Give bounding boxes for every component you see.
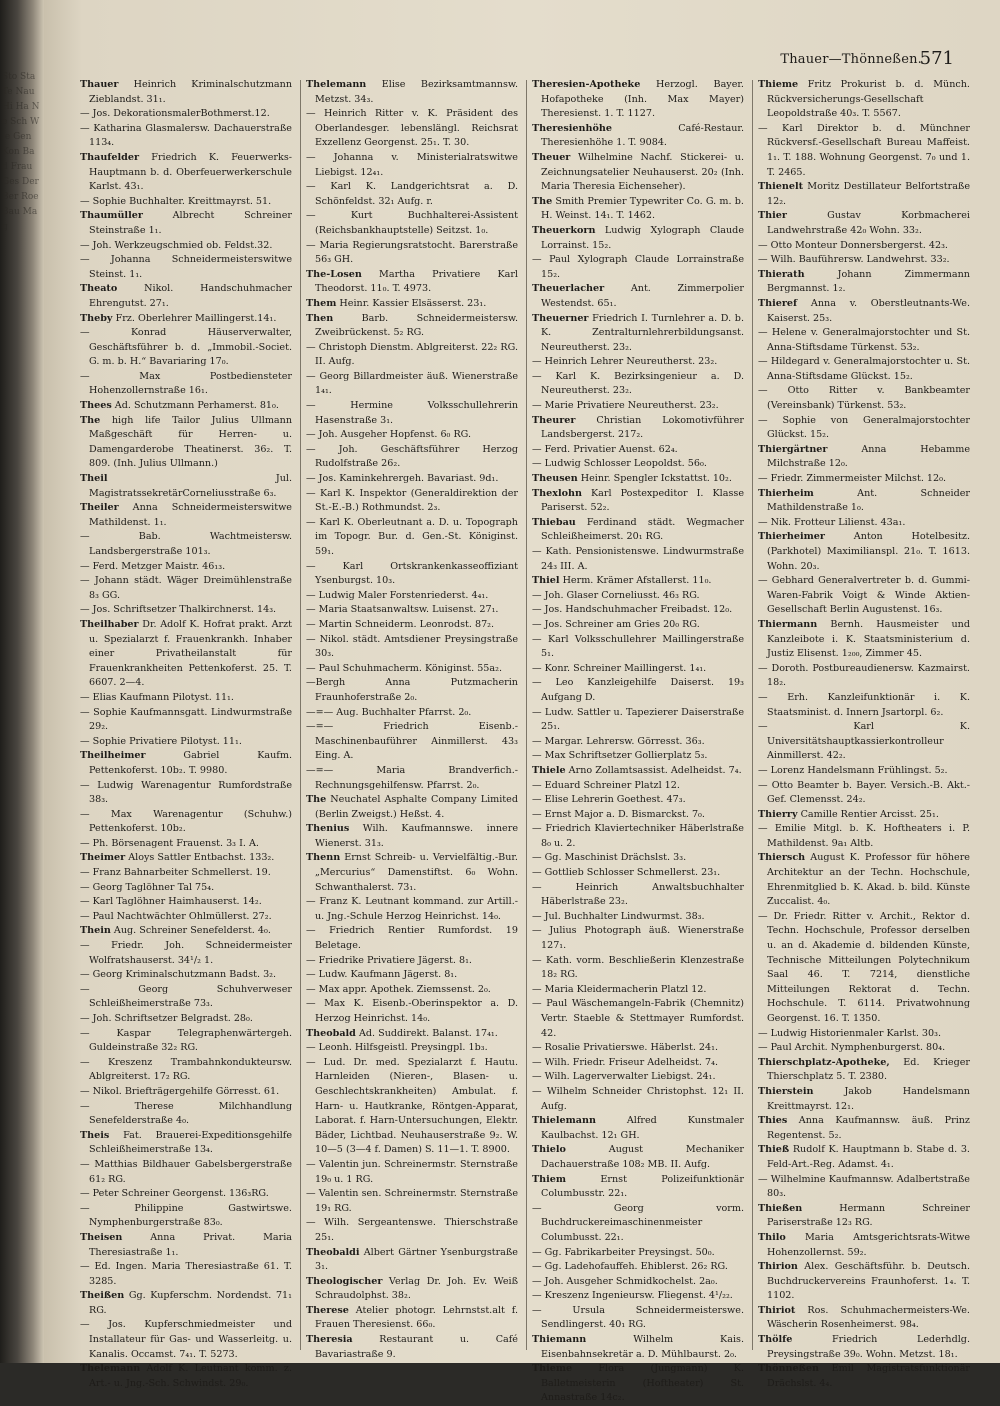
directory-entry: Thies Anna Kaufmannsw. äuß. Prinz Regentenst. 5₂.: [758, 1115, 970, 1141]
directory-entry: — Wilh. Friedr. Friseur Adelheidst. 7₄.: [532, 1056, 718, 1068]
directory-entry: — Dr. Friedr. Ritter v. Archit., Rektor d. Techn. Hochschule, Professor derselben u. an d. Akademie d. bildenden Künste, Technische Mitteilungen Polytechnikum Saal 46. T. 7214, dienstliche Mitteilungen Rektorat d. Techn. Hochschule. T. 6114. Privatwohnung Georgenst. 16. T. 1350.: [758, 910, 970, 1024]
directory-entry: Thielo August Mechaniker Dachauerstraße 108₂ MB. II. Aufg.: [532, 1144, 744, 1170]
directory-entry: — Johanna Schneidermeisterswitwe Steinst. 1₁.: [80, 254, 292, 280]
directory-entry: — Jos. DekorationsmalerBothmerst.12.: [80, 108, 270, 120]
directory-entry: — Kath. vorm. Beschließerin Klenzestraße 18₂ RG.: [532, 954, 744, 981]
directory-entry: — Karl Ortskrankenkasseoffiziant Ysenburgst. 10₃.: [306, 560, 518, 587]
directory-page: [44, 0, 1000, 1404]
directory-entry: Theis Fat. Brauerei-Expeditionsgehilfe Schleißheimerstraße 13₄.: [80, 1129, 292, 1156]
directory-entry: — Otto Monteur Donnersbergerst. 42₃.: [758, 239, 948, 251]
directory-entry: — Sophie von Generalmajorstochter Glückst. 15₂.: [758, 414, 970, 441]
directory-entry: — Jos. Kupferschmiedmeister und Installateur für Gas- und Wasserleitg. u. Kanalis. Occamst. 7₄₁. T. 5273.: [80, 1319, 292, 1360]
directory-entry: — Sophie Kaufmannsgatt. Lindwurmstraße 29₂.: [80, 706, 292, 733]
directory-entry: — Friedr. Joh. Schneidermeister Wolfratshauserst. 34¹/₂ 1.: [80, 940, 292, 966]
directory-entry: — Otto Beamter b. Bayer. Versich.-B. Akt.-Gef. Clemensst. 24₂.: [758, 779, 970, 806]
directory-entry: — Sophie Privatiere Pilotyst. 11₁.: [80, 735, 242, 747]
directory-entry: — Otto Ritter v. Bankbeamter (Vereinsbank) Türkenst. 53₂.: [758, 385, 970, 412]
directory-entry: — Wilhelmine Kaufmannsw. Adalbertstraße 80₃.: [758, 1173, 970, 1200]
directory-entry: Theuerkorn Ludwig Xylograph Claude Lorrainst. 15₂.: [532, 224, 744, 251]
directory-entry: — Karl K. Bezirksingenieur a. D. Neureutherst. 23₂.: [532, 370, 744, 397]
directory-entry: Thiel Herm. Krämer Afstallerst. 11₀.: [532, 575, 712, 587]
directory-entry: Thönneßen Emil Magistratsfunktionär Drächslst. 4₄.: [758, 1363, 970, 1389]
directory-entry: Theilheimer Gabriel Kaufm. Pettenkoferst. 10b₂. T. 9980.: [80, 750, 292, 776]
directory-entry: Thierry Camille Rentier Arcisst. 25₁.: [758, 808, 939, 820]
directory-entry: — Friedrich Klaviertechniker Häberlstraße 8₀ u. 2.: [532, 823, 744, 849]
directory-entry: Theresien-Apotheke Herzogl. Bayer. Hofapotheke (Inh. Max Mayer) Theresienst. 1. T. 1127.: [532, 79, 744, 120]
directory-entry: Thexlohn Karl Postexpeditor I. Klasse Pariserst. 52₂.: [532, 487, 744, 514]
directory-entry: Theato Nikol. Handschuhmacher Ehrengutst. 27₁.: [80, 283, 292, 309]
directory-entry: — Georg vorm. Buchdruckereimaschinenmeister Columbusst. 22₁.: [532, 1202, 744, 1243]
directory-entry: — Wilh. Sergeantenswe. Thierschstraße 25₁.: [306, 1217, 518, 1243]
directory-entry: Thierheim Ant. Schneider Mathildenstraße 1₀.: [758, 487, 970, 514]
directory-entry: The high life Tailor Julius Ullmann Maßgeschäft für Herren- u. Damengarderobe Theatinerst. 36₂. T. 809. (Inh. Julius Ullmann.): [80, 414, 292, 470]
column-3: [532, 78, 744, 1404]
directory-entry: — Nik. Frotteur Lilienst. 43a₁.: [758, 516, 906, 528]
directory-entry: — Matthias Bildhauer Gabelsbergerstraße 61₂ RG.: [80, 1158, 292, 1185]
directory-entry: Theobaldi Albert Gärtner Ysenburgstraße 3₁.: [306, 1246, 518, 1273]
directory-entry: Thelemann Adolf K. Leutnant komm. z. Art.- u. Jng.-Sch. Schwindst. 29₀.: [80, 1363, 292, 1389]
page-number: 571: [919, 48, 954, 69]
directory-entry: — Valentin sen. Schreinermstr. Sternstraße 19₁ RG.: [306, 1188, 518, 1214]
directory-entry: — Joh. Glaser Corneliusst. 46₃ RG.: [532, 589, 700, 601]
directory-entry: Theobald Ad. Suddirekt. Balanst. 17₄₁.: [306, 1027, 498, 1039]
directory-entry: — Ph. Börsenagent Frauenst. 3₃ I. A.: [80, 837, 259, 849]
directory-entry: — Johann städt. Wäger Dreimühlenstraße 8₃ GG.: [80, 575, 292, 601]
directory-entry: Theuerner Friedrich I. Turnlehrer a. D. b. K. Zentralturnlehrerbildungsanst. Neureutherst. 23₂.: [532, 312, 744, 353]
directory-entry: —=— Aug. Buchhalter Pfarrst. 2₀.: [306, 706, 472, 718]
directory-entry: — Kreszenz Trambahnkondukteursw. Ablgreiterst. 17₂ RG.: [80, 1056, 292, 1083]
directory-entry: Thierath Johann Zimmermann Bergmannst. 1₂.: [758, 268, 970, 295]
directory-entry: Thaumüller Albrecht Schreiner Steinstraße 1₁.: [80, 210, 292, 236]
directory-entry: — Joh. Ausgeher Schmidkochelst. 2a₀.: [532, 1275, 718, 1287]
directory-entry: — Philippine Gastwirtswe. Nymphenburgerstraße 83₀.: [80, 1202, 292, 1229]
directory-entry: Thauer Heinrich Kriminalschutzmann Zieblandst. 31₁.: [80, 79, 292, 105]
directory-entry: Thees Ad. Schutzmann Perhamerst. 81₀.: [80, 400, 279, 412]
directory-entry: Thiemann Wilhelm Kais. Eisenbahnsekretär a. D. Mühlbaurst. 2₀.: [532, 1334, 744, 1360]
directory-entry: — Nikol. Briefträgergehilfe Görresst. 61.: [80, 1085, 280, 1097]
column-divider: [526, 80, 527, 1350]
column-4: [758, 78, 970, 1389]
directory-entry: — Gg. Maschinist Drächslst. 3₃.: [532, 852, 687, 864]
directory-entry: Thieß Rudolf K. Hauptmann b. Stabe d. 3. Feld-Art.-Reg. Adamst. 4₁.: [758, 1144, 970, 1170]
directory-entry: — Ferd. Metzger Maistr. 46₁₃.: [80, 560, 226, 572]
directory-entry: — Marie Privatiere Neureutherst. 23₂.: [532, 400, 719, 412]
directory-entry: — Joh. Geschäftsführer Herzog Rudolfstraße 26₂.: [306, 443, 518, 470]
directory-entry: — Wilh. Lagerverwalter Liebigst. 24₁.: [532, 1071, 716, 1083]
directory-entry: — Doroth. Postbureaudienersw. Kazmairst. 18₂.: [758, 662, 970, 689]
column-1: [80, 78, 292, 1389]
directory-entry: — Margar. Lehrersw. Görresst. 36₃.: [532, 735, 705, 747]
directory-entry: — Paul Nachtwächter Ohlmüllerst. 27₂.: [80, 910, 272, 922]
directory-entry: — Ludwig Schlosser Leopoldst. 56₀.: [532, 458, 707, 470]
directory-entry: —=— Friedrich Eisenb.-Maschinenbauführer Ainmillerst. 43₃ Eing. A.: [306, 721, 518, 762]
directory-entry: The Smith Premier Typewriter Co. G. m. b. H. Weinst. 14₁. T. 1462.: [532, 195, 744, 222]
column-divider: [300, 80, 301, 1350]
directory-entry: Theil Jul. MagistratssekretärCorneliusstraße 6₃.: [80, 473, 292, 499]
directory-entry: —=— Maria Brandverfich.-Rechnungsgehilfensw. Pfarrst. 2₀.: [306, 764, 518, 791]
directory-entry: — Bab. Wachtmeistersw. Landsbergerstraße 101₃.: [80, 531, 292, 557]
directory-entry: — Ludw. Kaufmann Jägerst. 8₁.: [306, 969, 458, 981]
directory-entry: Theilhaber Dr. Adolf K. Hofrat prakt. Arzt u. Spezialarzt f. Frauenkrankh. Inhaber einer Privatheilanstalt für Frauenkrankheiten Pettenkoferst. 25. T. 6607. 2—4.: [80, 618, 292, 689]
directory-entry: — Karl K. Landgerichtsrat a. D. Schönfeldst. 32₁ Aufg. r.: [306, 181, 518, 207]
directory-entry: — Ludw. Sattler u. Tapezierer Daiserstraße 25₁.: [532, 706, 744, 733]
directory-entry: — Leonh. Hilfsgeistl. Preysingpl. 1b₃.: [306, 1042, 488, 1054]
directory-entry: Thieme Flora (Jungmann) K. Balletmeisterin (Hoftheater) St. Annastraße 14c₂.: [532, 1363, 744, 1404]
directory-entry: — Martin Schneiderm. Leonrodst. 87₂.: [306, 618, 495, 630]
directory-entry: The-Losen Martha Privatiere Karl Theodorst. 11₀. T. 4973.: [306, 268, 518, 295]
directory-entry: — Max Schriftsetzer Gollierplatz 5₃.: [532, 750, 708, 762]
directory-entry: Thielemann Alfred Kunstmaler Kaulbachst. 12₁ GH.: [532, 1115, 744, 1141]
directory-entry: Theiler Anna Schneidermeisterswitwe Mathildenst. 1₁.: [80, 502, 292, 528]
directory-entry: — Georg Billardmeister äuß. Wienerstraße 1₄₁.: [306, 370, 518, 397]
column-2: [306, 78, 518, 1360]
directory-entry: — Ursula Schneidermeisterswe. Sendlingerst. 40₁ RG.: [532, 1304, 744, 1331]
directory-entry: — Karl Taglöhner Haimhauserst. 14₂.: [80, 896, 262, 908]
directory-entry: — Max Postbediensteter Hohenzollernstraße 16₁.: [80, 370, 292, 397]
directory-entry: — Heinrich Lehrer Neureutherst. 23₂.: [532, 356, 718, 368]
directory-entry: — Ludwig Warenagentur Rumfordstraße 38₃.: [80, 779, 292, 806]
directory-entry: Thiriot Ros. Schuhmachermeisters-We. Wäscherin Rosenheimerst. 98₄.: [758, 1304, 970, 1331]
directory-entry: Thilo Maria Amtsgerichtsrats-Witwe Hohenzollernst. 59₂.: [758, 1231, 970, 1258]
directory-entry: — Hildegard v. Generalmajorstochter u. St. Anna-Stiftsdame Glückst. 15₂.: [758, 356, 970, 382]
directory-entry: — Valentin jun. Schreinermstr. Sternstraße 19₀ u. 1 RG.: [306, 1158, 518, 1185]
directory-entry: — Sophie Buchhalter. Kreittmayrst. 51.: [80, 195, 272, 207]
directory-entry: — Ed. Ingen. Maria Theresiastraße 61. T. 3285.: [80, 1261, 292, 1287]
directory-entry: Theimer Aloys Sattler Entbachst. 133₂.: [80, 852, 275, 864]
directory-entry: Thieref Anna v. Oberstleutnants-We. Kaiserst. 25₃.: [758, 297, 970, 324]
directory-entry: — Heinrich Anwaltsbuchhalter Häberlstraße 23₂.: [532, 881, 744, 908]
directory-entry: — Julius Photograph äuß. Wienerstraße 127₁.: [532, 925, 744, 952]
directory-entry: — Paul Schuhmacherm. Königinst. 55a₂.: [306, 662, 503, 674]
directory-entry: — Jos. Kaminkehrergeh. Bavariast. 9d₁.: [306, 473, 499, 485]
directory-entry: — Kurt Buchhalterei-Assistent (Reichsbankhauptstelle) Seitzst. 1₀.: [306, 210, 518, 236]
directory-entry: — Kreszenz Ingenieursw. Fliegenst. 4¹/₂₂.: [532, 1290, 733, 1302]
directory-entry: — Maria Kleidermacherin Platzl 12.: [532, 983, 707, 995]
directory-entry: — Georg Taglöhner Tal 75₄.: [80, 881, 215, 893]
directory-entry: — Karl K. Oberleutnant a. D. u. Topograph im Topogr. Bur. d. Gen.-St. Königinst. 59₁.: [306, 516, 518, 557]
directory-entry: — Max Warenagentur (Schuhw.) Pettenkoferst. 10b₂.: [80, 808, 292, 835]
directory-entry: Thierschplatz-Apotheke, Ed. Krieger Thierschplatz 5. T. 2380.: [758, 1056, 970, 1083]
directory-entry: — Hermine Volksschullehrerin Hasenstraße 3₁.: [306, 400, 518, 426]
directory-entry: — Jul. Buchhalter Lindwurmst. 38₃.: [532, 910, 705, 922]
directory-entry: — Heinrich Ritter v. K. Präsident des Oberlandesger. lebenslängl. Reichsrat Exzellenz Georgenst. 25₁. T. 30.: [306, 108, 518, 149]
directory-entry: — Kath. Pensionistenswe. Lindwurmstraße 24₃ III. A.: [532, 546, 744, 572]
directory-entry: Thelemann Elise Bezirksamtmannsw. Metzst. 34₃.: [306, 79, 518, 105]
directory-entry: — Friedrich Rentier Rumfordst. 19 Beletage.: [306, 925, 518, 952]
directory-entry: — Katharina Glasmalersw. Dachauerstraße 113₄.: [80, 122, 292, 149]
directory-entry: — Peter Schreiner Georgenst. 136₃RG.: [80, 1188, 269, 1200]
directory-entry: — Paul Xylograph Claude Lorrainstraße 15₂.: [532, 254, 744, 280]
directory-entry: Theby Frz. Oberlehrer Maillingerst.14₁.: [80, 312, 277, 324]
directory-entry: — Nikol. städt. Amtsdiener Preysingstraße 30₃.: [306, 633, 518, 660]
directory-entry: — Therese Milchhandlung Senefelderstraße 4₀.: [80, 1100, 292, 1127]
directory-entry: — Gg. Fabrikarbeiter Preysingst. 50₀.: [532, 1246, 715, 1258]
directory-entry: — Konr. Schreiner Maillingerst. 1₄₁.: [532, 662, 707, 674]
directory-entry: Them Heinr. Kassier Elsässerst. 23₁.: [306, 297, 487, 309]
directory-entry: — Karl Volksschullehrer Maillingerstraße 5₁.: [532, 633, 744, 660]
directory-entry: — Georg Kriminalschutzmann Badst. 3₂.: [80, 969, 277, 981]
directory-entry: — Konrad Häuserverwalter, Geschäftsführer b. d. „Immobil.-Societ. G. m. b. H.“ Bavariaring 17₀.: [80, 327, 292, 368]
directory-entry: — Karl K. Inspektor (Generaldirektion der St.-E.-B.) Rothmundst. 2₃.: [306, 487, 518, 514]
directory-entry: — Georg Schuhverweser Schleißheimerstraße 73₃.: [80, 983, 292, 1010]
directory-entry: — Gottlieb Schlosser Schmellerst. 23₁.: [532, 867, 721, 879]
directory-entry: Thierheimer Anton Hotelbesitz. (Parkhotel) Maximilianspl. 21₀. T. 1613. Wohn. 20₃.: [758, 531, 970, 572]
directory-entry: — Friedr. Zimmermeister Milchst. 12₀.: [758, 473, 947, 485]
directory-entry: Thieme Fritz Prokurist b. d. Münch. Rückversicherungs-Gesellschaft Leopoldstraße 40₃. T. 5567.: [758, 79, 970, 120]
directory-entry: —Bergh Anna Putzmacherin Fraunhoferstraße 2₀.: [306, 677, 518, 703]
directory-entry: — Franz Bahnarbeiter Schmellerst. 19.: [80, 867, 271, 879]
directory-entry: — Emilie Mitgl. b. K. Hoftheaters i. P. Mathildenst. 9a₁ Altb.: [758, 823, 970, 849]
directory-entry: Thiele Arno Zollamtsassist. Adelheidst. 7₄.: [532, 764, 742, 776]
directory-entry: — Karl Direktor b. d. Münchner Rückversf.-Gesellschaft Bureau Maffeist. 1₁. T. 188. Wohnung Georgenst. 7₀ und 1. T. 2465.: [758, 122, 970, 178]
directory-entry: — Jos. Schriftsetzer Thalkirchnerst. 14₃.: [80, 604, 277, 616]
directory-entry: — Elise Lehrerin Goethest. 47₃.: [532, 794, 686, 806]
directory-entry: — Ludwig Historienmaler Karlst. 30₃.: [758, 1027, 942, 1039]
directory-entry: — Wilh. Bauführersw. Landwehrst. 33₂.: [758, 254, 950, 266]
directory-entry: — Helene v. Generalmajorstochter und St. Anna-Stiftsdame Türkenst. 53₂.: [758, 327, 970, 353]
directory-entry: — Ferd. Privatier Auenst. 62₄.: [532, 443, 678, 455]
directory-entry: Thein Aug. Schreiner Senefelderst. 4₀.: [80, 925, 271, 937]
directory-entry: — Ludwig Maler Forstenriederst. 4₄₁.: [306, 589, 489, 601]
directory-entry: — Joh. Ausgeher Hopfenst. 6₀ RG.: [306, 429, 472, 441]
directory-entry: Then Barb. Schneidermeistersw. Zweibrückenst. 5₂ RG.: [306, 312, 518, 339]
directory-entry: Thiermann Bernh. Hausmeister und Kanzleibote i. K. Staatsministerium d. Justiz Elisenst. 1₂₀₀, Zimmer 45.: [758, 618, 970, 660]
directory-entry: — Eduard Schreiner Platzl 12.: [532, 779, 680, 791]
directory-entry: Thienelt Moritz Destillateur Belfortstraße 12₂.: [758, 181, 970, 207]
directory-entry: Theuerlacher Ant. Zimmerpolier Westendst. 65₁.: [532, 283, 744, 309]
directory-entry: Therese Atelier photogr. Lehrnstst.alt f. Frauen Theresienst. 66₀.: [306, 1304, 518, 1331]
directory-entry: Thenius Wilh. Kaufmannswe. innere Wienerst. 31₃.: [306, 823, 518, 849]
running-header: Thauer—Thönneßen.: [780, 52, 922, 67]
directory-entry: — Max K. Eisenb.-Oberinspektor a. D. Herzog Heinrichst. 14₀.: [306, 998, 518, 1024]
directory-entry: — Ernst Major a. D. Bismarckst. 7₀.: [532, 808, 705, 820]
directory-entry: — Rosalie Privatierswe. Häberlst. 24₁.: [532, 1042, 719, 1054]
directory-entry: — Gg. Ladehofauffeh. Ehiblerst. 26₂ RG.: [532, 1261, 728, 1273]
directory-entry: — Joh. Werkzeugschmied ob. Feldst.32.: [80, 239, 273, 251]
directory-entry: Thier Gustav Korbmacherei Landwehrstraße 42₀ Wohn. 33₂.: [758, 210, 970, 236]
directory-entry: Theißen Gg. Kupferschm. Nordendst. 71₁ RG.: [80, 1290, 292, 1316]
directory-entry: — Lorenz Handelsmann Frühlingst. 5₂.: [758, 764, 948, 776]
directory-entry: Thaufelder Friedrich K. Feuerwerks-Hauptmann b. d. Oberfeuerwerkerschule Karlst. 43₁.: [80, 151, 292, 193]
directory-entry: — Paul Wäschemangeln-Fabrik (Chemnitz) Vertr. Staeble & Stettmayer Rumfordst. 42.: [532, 998, 744, 1039]
directory-entry: Theisen Anna Privat. Maria Theresiastraße 1₁.: [80, 1231, 292, 1258]
directory-entry: — Franz K. Leutnant kommand. zur Artill.- u. Jng.-Schule Herzog Heinrichst. 14₀.: [306, 896, 518, 922]
directory-entry: Thiebau Ferdinand städt. Wegmacher Schleißheimerst. 20₁ RG.: [532, 516, 744, 543]
directory-entry: — Gebhard Generalvertreter b. d. Gummi-Waren-Fabrik Voigt & Winde Aktien-Gesellschaft Berlin Augustenst. 16₃.: [758, 575, 970, 616]
directory-entry: — Paul Archit. Nymphenburgerst. 80₄.: [758, 1042, 946, 1054]
column-divider: [752, 80, 753, 1350]
directory-entry: — Wilhelm Schneider Christophst. 12₁ II. Aufg.: [532, 1085, 744, 1112]
directory-entry: — Jos. Handschuhmacher Freibadst. 12₀.: [532, 604, 733, 616]
directory-entry: Theurer Christian Lokomotivführer Landsbergerst. 217₂.: [532, 414, 744, 441]
directory-entry: Thiersch August K. Professor für höhere Architektur an der Techn. Hochschule, Ehrenmitglied b. K. Akad. b. bild. Künste Zuccalist. 4₀.: [758, 852, 970, 908]
directory-entry: — Christoph Dienstm. Ablgreiterst. 22₂ RG. II. Aufg.: [306, 341, 518, 368]
directory-entry: Theresia Restaurant u. Café Bavariastraße 9.: [306, 1334, 518, 1360]
directory-entry: Theresienhöhe Café-Restaur. Theresienhöhe 1. T. 9084.: [532, 122, 744, 149]
directory-entry: — Max appr. Apothek. Ziemssenst. 2₀.: [306, 983, 491, 995]
directory-entry: Theusen Heinr. Spengler Ickstattst. 10₂.: [532, 473, 732, 485]
directory-entry: — Kaspar Telegraphenwärtergeh. Guldeinstraße 32₂ RG.: [80, 1027, 292, 1054]
directory-entry: Thierstein Jakob Handelsmann Kreittmayrst. 12₁.: [758, 1085, 970, 1112]
directory-entry: — Maria Regierungsratstocht. Barerstraße 56₃ GH.: [306, 239, 518, 266]
directory-entry: — Leo Kanzleigehilfe Daiserst. 19₃ Aufgang D.: [532, 677, 744, 703]
directory-entry: — Johanna v. Ministerialratswitwe Liebigst. 12₄₁.: [306, 151, 518, 178]
directory-entry: Thiergärtner Anna Hebamme Milchstraße 12₀.: [758, 443, 970, 470]
directory-entry: The Neuchatel Asphalte Company Limited (Berlin Zweigst.) Heßst. 4.: [306, 794, 518, 820]
directory-entry: — Karl K. Universitätshauptkassierkontrolleur Ainmillerst. 42₂.: [758, 721, 970, 762]
book-spine: [0, 0, 44, 1363]
directory-entry: — Friedrike Privatiere Jägerst. 8₁.: [306, 954, 472, 966]
directory-entry: Thölfe Friedrich Lederhdlg. Preysingstraße 39₀. Wohn. Metzst. 18₁.: [758, 1334, 970, 1360]
directory-entry: Thiem Ernst Polizeifunktionär Columbusstr. 22₁.: [532, 1173, 744, 1200]
directory-entry: — Erh. Kanzleifunktionär i. K. Staatsminist. d. Innern Jsartorpl. 6₂.: [758, 691, 970, 718]
spine-adjacent-page-text: Sto Sta Te Nau Hi Ha Ne Sch Wie Gen Kon Bad Frau Ges Der Ber Roe Bau Mag: [2, 72, 40, 232]
directory-entry: — Lud. Dr. med. Spezialarzt f. Hautu. Harnleiden (Nieren-, Blasen- u. Geschlechtskrankheiten) Ambulat. f. Harn- u. Hautkranke, Röntgen-Apparat, Laborat. f. Harn-Untersuchungen, Elektr. Bäder, Lichtbad. Neuhauserstraße 9₂. W. 10—5 (3—4 f. Damen) S. 11—1. T. 8900.: [306, 1056, 518, 1156]
directory-entry: — Maria Staatsanwaltsw. Luisenst. 27₁.: [306, 604, 499, 616]
directory-entry: Thenn Ernst Schreib- u. Vervielfältig.-Bur. „Mercurius“ Damenstiftst. 6₀ Wohn. Schwanthalerst. 73₁.: [306, 852, 518, 893]
directory-entry: — Elias Kaufmann Pilotyst. 11₁.: [80, 691, 234, 703]
directory-entry: Thießen Hermann Schreiner Pariserstraße 12₃ RG.: [758, 1202, 970, 1229]
directory-entry: — Jos. Schreiner am Gries 20₀ RG.: [532, 618, 700, 630]
directory-entry: — Joh. Schriftsetzer Belgradst. 28₀.: [80, 1013, 253, 1024]
directory-entry: Theuer Wilhelmine Nachf. Stickerei- u. Zeichnungsatelier Neuhauserst. 20₂ (Inh. Maria Theresia Eichenseher).: [532, 151, 744, 193]
directory-entry: Thirion Alex. Geschäftsführ. b. Deutsch. Buchdruckervereins Fraunhoferst. 1₄. T. 1102.: [758, 1261, 970, 1302]
directory-entry: Theologischer Verlag Dr. Joh. Ev. Weiß Schraudolphst. 38₂.: [306, 1275, 518, 1302]
